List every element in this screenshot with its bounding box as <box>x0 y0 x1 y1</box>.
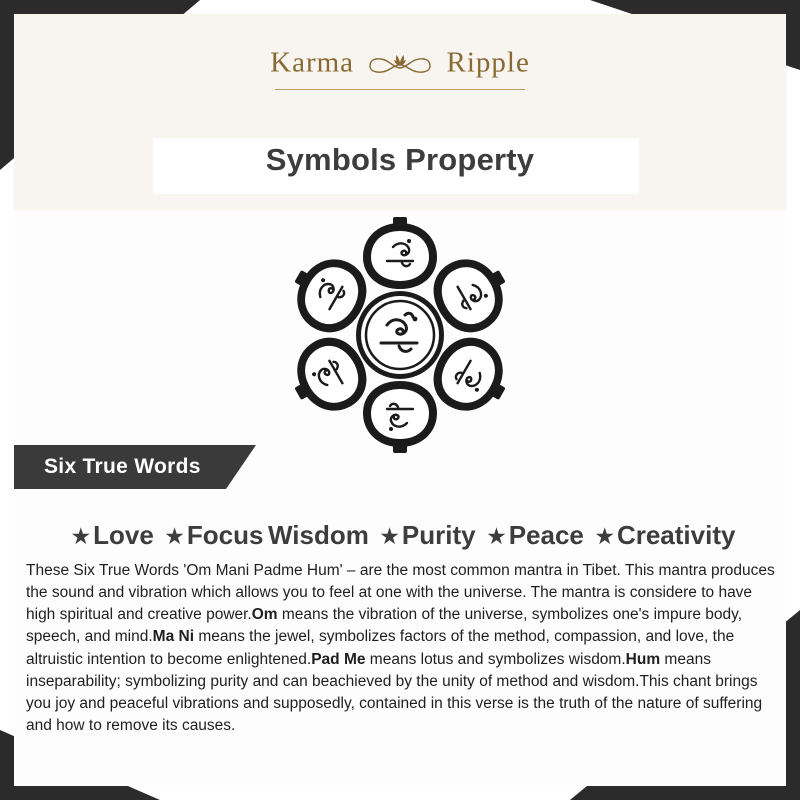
mandala-illustration <box>0 205 800 465</box>
page-title: Symbols Property <box>265 142 535 177</box>
keyword-purity: Purity <box>401 520 476 550</box>
brand-lockup <box>270 44 530 82</box>
star-icon: ★ <box>70 523 92 549</box>
keyword-peace: Peace <box>508 520 584 550</box>
star-icon: ★ <box>594 523 615 549</box>
keywords-row <box>30 520 770 551</box>
keyword-creativity: Creativity <box>616 520 736 550</box>
section-ribbon-label: Six True Words <box>44 455 201 478</box>
keyword-wisdom: Wisdom <box>267 520 369 550</box>
star-icon: ★ <box>379 523 400 549</box>
definition-om: means the vibration of the universe, symbolizes one's impure body, speech, and mind. <box>26 606 743 646</box>
lotus-infinity-icon <box>368 46 432 84</box>
definition-hum: means inseparability; symbolizing purity and can beachieved by the unity of method and wisdom.This chant brings you joy and peaceful vibrations and supposedly, contained in this verse is the truth of the nature of suffering and how to remove its causes. <box>26 650 763 735</box>
description-paragraph <box>26 560 778 737</box>
star-icon: ★ <box>164 523 185 549</box>
term-mani: Ma Ni <box>152 628 195 646</box>
star-icon: ★ <box>486 523 507 549</box>
brand-word-karma: Karma <box>270 46 355 79</box>
brand-logo <box>0 44 800 90</box>
keyword-focus: Focus <box>186 520 264 550</box>
brand-divider <box>275 89 525 90</box>
term-hum: Hum <box>625 650 661 668</box>
brand-word-ripple: Ripple <box>446 46 530 79</box>
description-intro: These Six True Words 'Om Mani Padme Hum' – are the most common mantra in Tibet. This mantra produces the sound and vibration which allows you to feel at one with the universe. The mantra is considere to have high spiritual and creative power. <box>26 562 775 624</box>
keyword-love: Love <box>93 520 154 550</box>
term-padme: Pad Me <box>311 650 366 668</box>
definition-mani: means the jewel, symbolizes factors of the method, compassion, and love, the altruistic intention to become enlightened. <box>26 628 735 668</box>
definition-padme: means lotus and symbolizes wisdom. <box>365 650 626 668</box>
om-mani-padme-hum-mandala-svg <box>269 207 531 463</box>
term-om: Om <box>251 606 278 624</box>
